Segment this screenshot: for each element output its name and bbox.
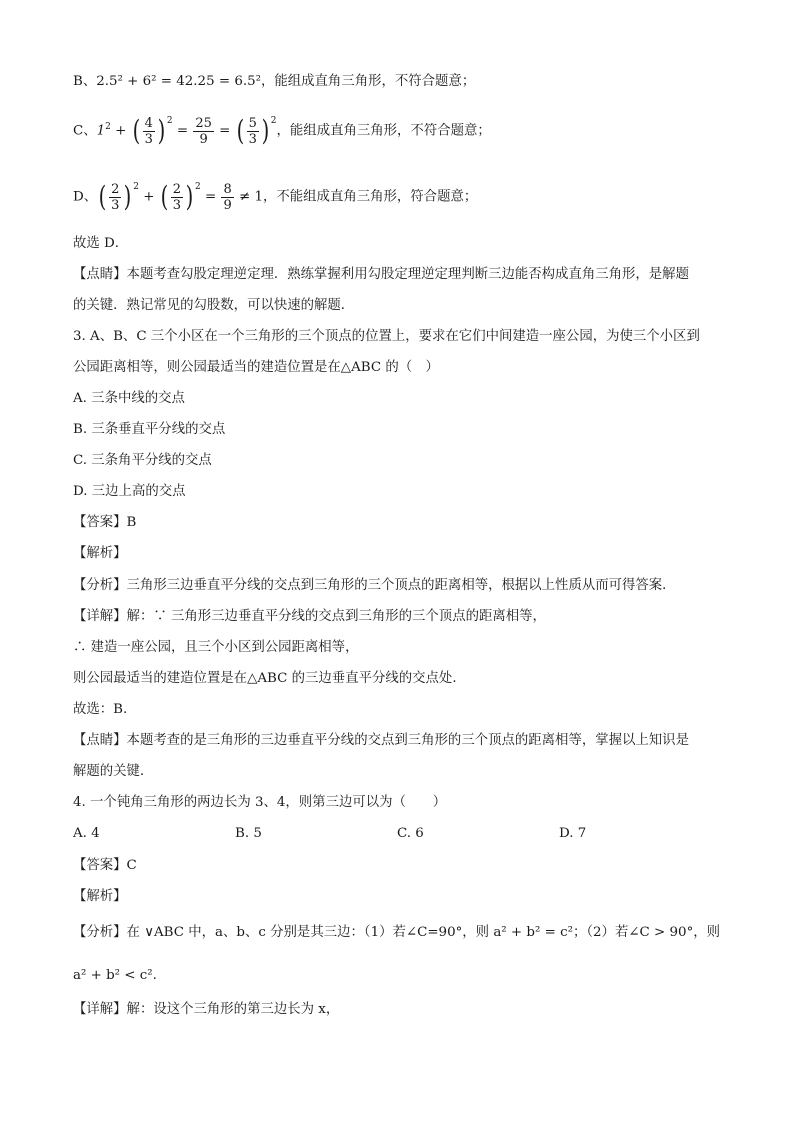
option-d-conclusion: ，不能组成直角三角形，符合题意； [263,189,478,205]
option-b-line [73,72,475,92]
option-b-prefix: B、 [73,74,97,89]
question-4-xiangjie: 【详解】解：设这个三角形的第三边长为 x， [73,1002,340,1017]
dianjing-q2-line1: 【点睛】本题考查勾股定理逆定理．熟练掌握利用勾股定理逆定理判断三边能否构成直角三角形，是解题 [73,267,689,282]
question-4-option-d: D. 7 [559,826,587,841]
question-3-dianjing-line2: 解题的关键． [73,764,154,779]
option-c-exponent: 2 [105,122,111,133]
question-4-answer: 【答案】C [73,858,137,873]
question-3-answer: 【答案】B [73,515,137,530]
question-4-option-c: C. 6 [397,826,424,841]
question-3-dianjing-line1: 【点睛】本题考查的是三角形的三边垂直平分线的交点到三角形的三个顶点的距离相等，掌握以上知识是 [73,733,689,748]
question-3-line2: 公园距离相等，则公园最适当的建造位置是在△ABC 的（ ） [73,360,439,375]
question-3-option-c: C. 三条角平分线的交点 [73,453,212,468]
choose-d: 故选 D． [73,236,129,251]
question-3-xiangjie: 【详解】解：∵ 三角形三边垂直平分线的交点到三角形的三个顶点的距离相等， [73,609,546,624]
option-c-line: C、$1^2$ + ( $\frac{4}{3}$ ) $^2$ = $\frac{25}{9}$ = ( $\frac{5}{3}$ ) $^2$，能组成直角三角形，不符合题意； [73,114,491,147]
question-3-fenxi: 【分析】三角形三边垂直平分线的交点到三角形的三个顶点的距离相等，根据以上性质从而可得答案． [73,578,676,593]
option-c-one: 1 [96,123,106,139]
option-d-line: D、( $\frac{2}{3}$ ) $^2$ + ( $\frac{2}{3}$ ) $^2$ = $\frac{8}{9}$ ≠ 1，不能组成直角三角形，符合题意； [73,180,478,213]
dianjing-q2-line2: 的关键．熟记常见的勾股数，可以快速的解题． [73,298,355,313]
fraction-8-9: $\frac{8}{9}$ [223,181,232,213]
question-4-options [73,824,723,844]
question-3-line1: 3. A、B、C 三个小区在一个三角形的三个顶点的位置上，要求在它们中间建造一座公园，为使三个小区到 [73,329,700,344]
fraction-25-9: $\frac{25}{9}$ [195,115,212,147]
question-3-jiexi: 【解析】 [73,546,127,561]
question-3-therefore: ∴ 建造一座公园，且三个小区到公园距离相等， [73,640,359,655]
question-3-option-b: B. 三条垂直平分线的交点 [73,422,226,437]
fraction-4-3: $\frac{4}{3}$ [144,115,153,147]
fraction-2-3-a: $\frac{2}{3}$ [111,181,120,213]
question-4-option-a: A. 4 [73,826,100,841]
question-4-stem: 4. 一个钝角三角形的两边长为 3、4，则第三边可以为（ ） [73,795,447,810]
question-3-option-a: A. 三条中线的交点 [73,391,185,406]
question-4-jiexi: 【解析】 [73,889,127,904]
question-4-fenxi-cont: a² + b² < c². [73,968,157,983]
option-c-conclusion: ，能组成直角三角形，不符合题意； [276,123,491,139]
option-b-conclusion: ，能组成直角三角形，不符合题意； [260,74,476,89]
question-3-choose: 故选：B. [73,702,128,717]
option-b-equation: 2.5² + 6² = 42.25 = 6.5² [96,74,261,89]
question-3-option-d: D. 三边上高的交点 [73,484,186,499]
fraction-5-3: $\frac{5}{3}$ [248,115,257,147]
option-c-prefix: C、 [73,123,97,139]
question-4-fenxi: 【分析】在 ∨ABC 中，a、b、c 分别是其三边：（1）若∠C=90°，则 a² + b² = c²；（2）若∠C > 90°，则 [73,925,721,940]
option-d-prefix: D、 [73,189,98,205]
fraction-2-3-b: $\frac{2}{3}$ [172,181,182,213]
question-3-conclusion: 则公园最适当的建造位置是在△ABC 的三边垂直平分线的交点处． [73,671,466,686]
question-4-option-b: B. 5 [235,826,262,841]
